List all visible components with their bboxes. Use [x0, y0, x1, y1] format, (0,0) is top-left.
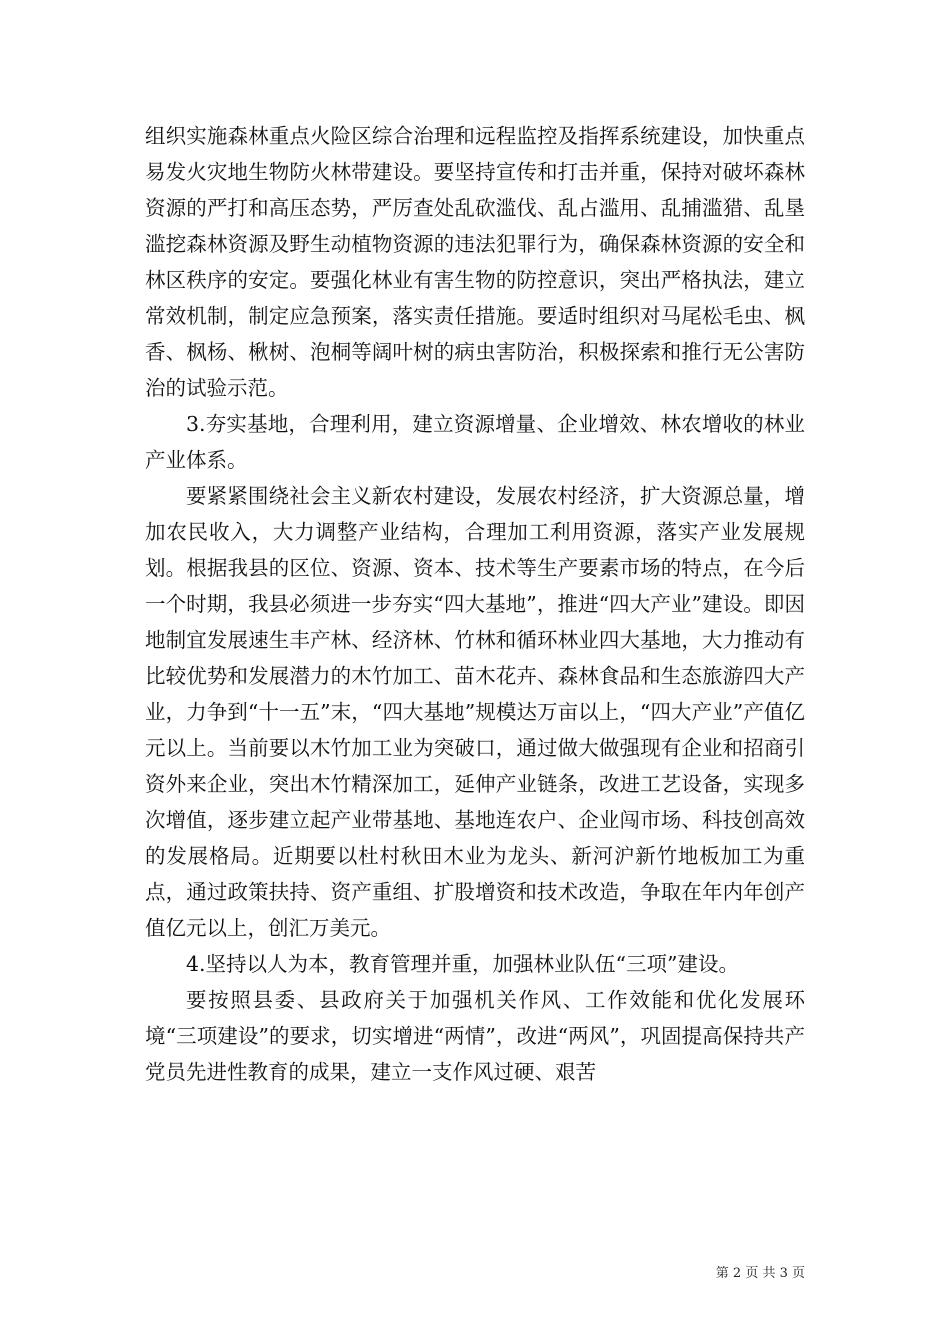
section-heading-4: 4.坚持以人为本，教育管理并重，加强林业队伍“三项”建设。: [186, 952, 740, 976]
paragraph-fire-and-pest-control: 组织实施森林重点火险区综合治理和远程监控及指挥系统建设，加快重点易发火灾地生物防火林带建设。要坚持宣传和打击并重，保持对破坏森林资源的严打和高压态势，严厉查处乱砍滥伐、乱占滥用、乱捕滥猎、乱垦滥挖森林资源及野生动植物资源的违法犯罪行为，确保森林资源的安全和林区秩序的安定。要强化林业有害生物的防控意识，突出严格执法，建立常效机制，制定应急预案，落实责任措施。要适时组织对马尾松毛虫、枫香、枫杨、楸树、泡桐等阔叶树的病虫害防治，积极探索和推行无公害防治的试验示范。: [145, 124, 805, 400]
section-heading-3: 3.夯实基地，合理利用，建立资源增量、企业增效、林农增收的林业产业体系。: [145, 412, 805, 472]
paragraph-team-building: 要按照县委、县政府关于加强机关作风、工作效能和优化发展环境“三项建设”的要求，切实增进“两情”，改进“两风”，巩固提高保持共产党员先进性教育的成果，建立一支作风过硬、艰苦: [145, 988, 805, 1084]
document-body: [145, 118, 805, 1090]
paragraph-industry-development: 要紧紧围绕社会主义新农村建设，发展农村经济，扩大资源总量，增加农民收入，大力调整产业结构，合理加工利用资源，落实产业发展规划。根据我县的区位、资源、资本、技术等生产要素市场的特点，在今后一个时期，我县必须进一步夯实“四大基地”，推进“四大产业”建设。即因地制宜发展速生丰产林、经济林、竹林和循环林业四大基地，大力推动有比较优势和发展潜力的木竹加工、苗木花卉、森林食品和生态旅游四大产业，力争到“十一五”末，“四大基地”规模达万亩以上，“四大产业”产值亿元以上。当前要以木竹加工业为突破口，通过做大做强现有企业和招商引资外来企业，突出木竹精深加工，延伸产业链条，改进工艺设备，实现多次增值，逐步建立起产业带基地、基地连农户、企业闯市场、科技创高效的发展格局。近期要以杜村秋田木业为龙头、新河沪新竹地板加工为重点，通过政策扶持、资产重组、扩股增资和技术改造，争取在年内年创产值亿元以上，创汇万美元。: [145, 484, 805, 940]
page-number-footer: 第 2 页 共 3 页: [715, 1266, 805, 1281]
